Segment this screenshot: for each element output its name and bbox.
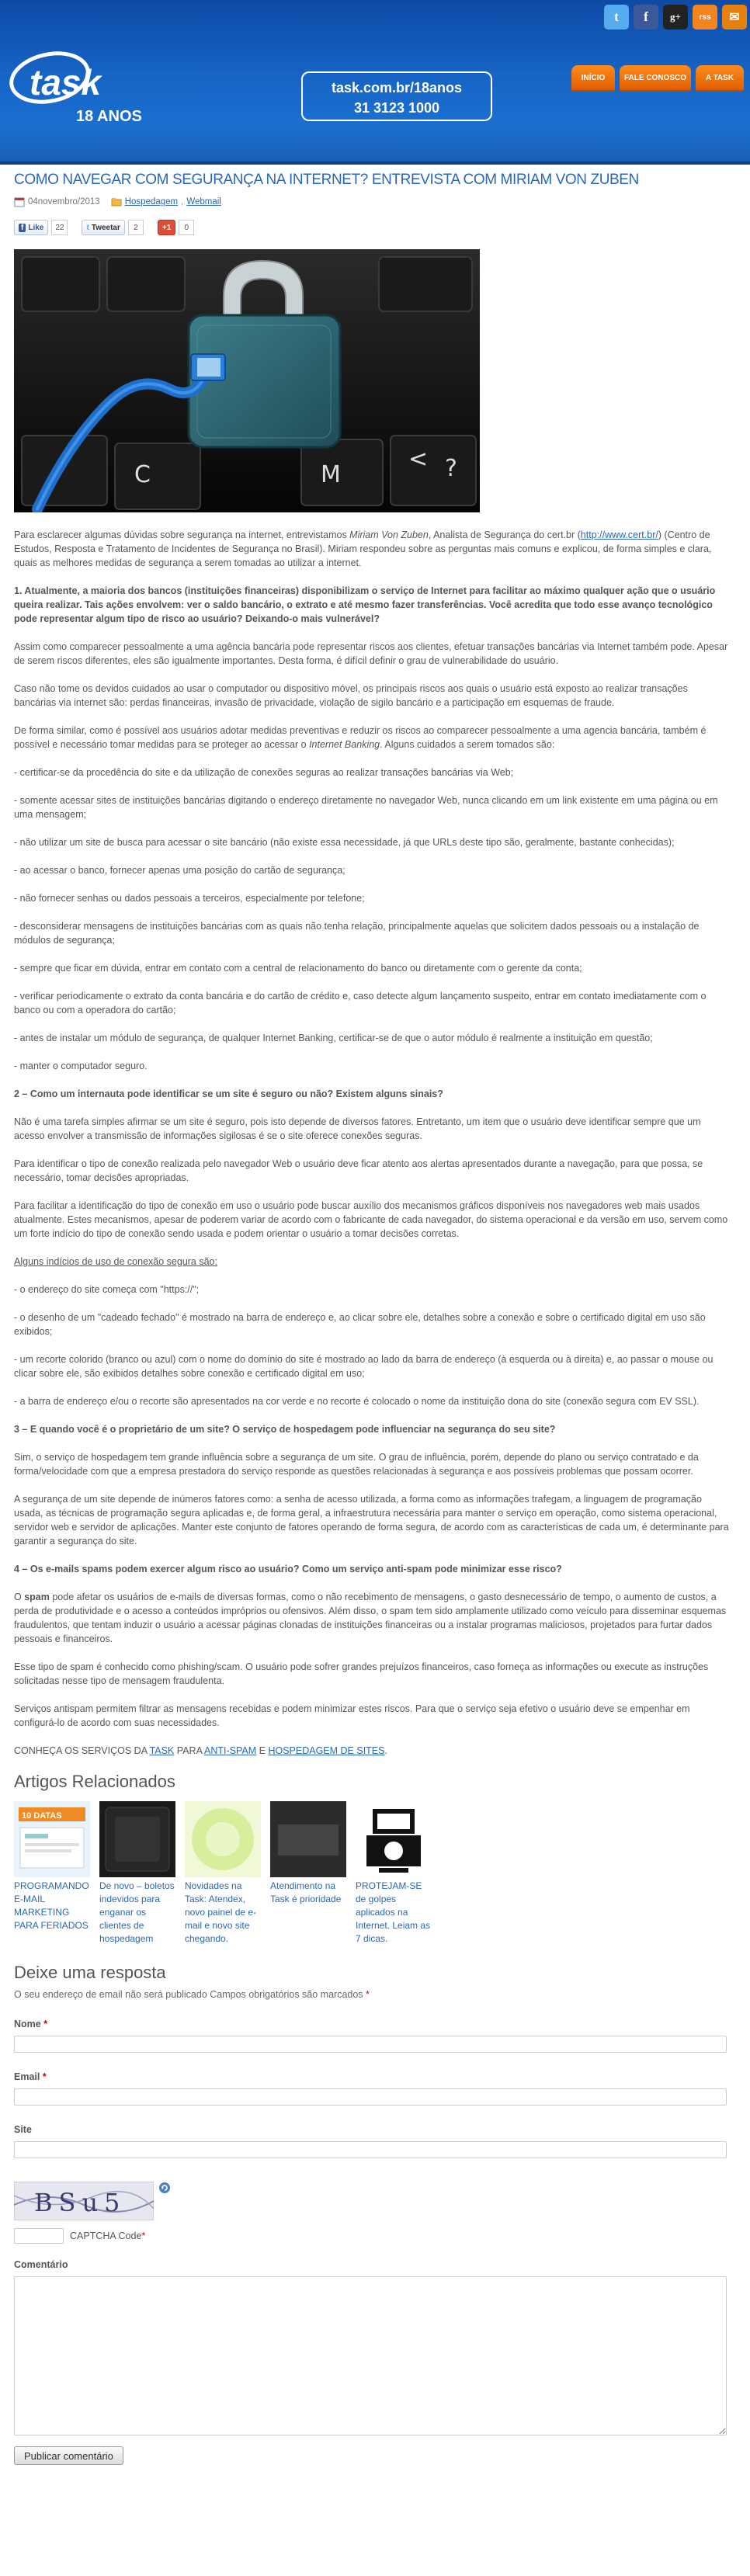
name-field[interactable] [14,2036,727,2053]
name-label: Nome * [14,2019,48,2029]
google-plus-one-button[interactable]: +1 [158,220,175,235]
contact-box[interactable] [301,71,492,121]
nav-fale-conosco[interactable]: FALE CONOSCO [620,65,691,90]
answer-paragraph: De forma similar, como é possível aos usuários adotar medidas preventivas e reduzir os riscos ao comparecer pessoalmente a uma agencia bancária, também é possível e necessário tomar medidas para se proteger ao acessar o Internet Banking. Alguns cuidados a serem tomados são: [14,725,707,750]
calendar-icon [14,196,25,207]
captcha-input[interactable] [14,2228,64,2244]
related-item[interactable] [185,1801,261,1946]
nav-a-task[interactable]: A TASK [696,65,744,90]
related-link[interactable]: Atendimento na Task é prioridade [270,1880,342,1904]
tweet-count: 2 [128,220,144,235]
answer-paragraph: Sim, o serviço de hospedagem tem grande influência sobre a segurança de um site. O grau de influência, porém, depende do plano ou serviço contratado e da forma/velocidade com que a empresa prestadora do serviço responde as questões relacionadas à segurança e aos possíveis problemas que possam ocorrer. [14,1452,699,1477]
post-title[interactable]: COMO NAVEGAR COM SEGURANÇA NA INTERNET? ENTREVISTA COM MIRIAM VON ZUBEN [14,172,639,188]
twitter-icon[interactable]: t [604,5,629,30]
plus-one-count: 0 [179,220,194,235]
comment-form [14,1963,730,2465]
captcha-image [14,2182,154,2220]
padlock-keyboard-photo [14,249,480,512]
svg-text:<: < [408,446,429,473]
question-4: 4 – Os e-mails spams podem exercer algum risco ao usuário? Como um serviço anti-spam pode minimizar esse risco? [14,1564,562,1574]
site-header [0,0,750,165]
folder-icon [111,196,122,207]
answer-paragraph: A segurança de um site depende de inúmeros fatores como: a senha de acesso utilizada, a forma como as informações trafegam, a linguagem de programação usada, as técnicas de programação segura aplicadas e, de forma geral, a infraestrutura necessária para manter o serviço em operação, como sistema operacional, servidor web e servidor de aplicações. Manter este conjunto de fatores operando de forma segura, de acordo com as características de cada um, é determinante para garantir a segurança do site. [14,1494,729,1547]
question-3: 3 – E quando você é o proprietário de um site? O serviço de hospedagem pode influenciar na segurança do seu site? [14,1424,556,1435]
care-item: - sempre que ficar em dúvida, entrar em contato com a central de relacionamento do banco ou diretamente com o gerente da conta; [14,963,582,974]
logo-wordmark: task [30,62,102,102]
site-field[interactable] [14,2141,727,2158]
post-body [14,528,730,1758]
related-thumbnail[interactable] [14,1801,90,1877]
email-icon[interactable]: ✉ [722,5,747,30]
intro-paragraph: Para esclarecer algumas dúvidas sobre segurança na internet, entrevistamos Miriam Von Zuben, Analista de Segurança do cert.br (http://www.cert.br/) (Centro de Estudos, Resposta e Tratamento de Incidentes de Segurança no Brasil). Miriam respondeu sobre as perguntas mais comuns e explicou, de forma simples e clara, quais as melhores medidas de segurança a serem tomadas ao utilizar a internet. [14,529,712,568]
related-link[interactable]: PROTEJAM-SE de golpes aplicados na Internet. Leiam as 7 dicas. [356,1880,431,1944]
submit-comment-button[interactable]: Publicar comentário [14,2446,123,2465]
answer-paragraph: Para facilitar a identificação do tipo de conexão em uso o usuário pode buscar auxílio dos mecanismos gráficos disponíveis nos navegadores web mais usados atualmente. Estes mecanismos, apesar de poderem variar de acordo com o fabricante de cada navegador, do sistema operacional e da versão em uso, servem como um forte indício do tipo de conexão sendo usada e podem orientar o usuário a tomar decisões corretas. [14,1200,728,1239]
care-item: - não fornecer senhas ou dados pessoais a terceiros, especialmente por telefone; [14,893,365,904]
related-thumbnail[interactable] [356,1801,432,1877]
facebook-like-count: 22 [51,220,68,235]
site-label: Site [14,2124,32,2135]
email-field[interactable] [14,2088,727,2106]
related-thumbnail[interactable] [185,1801,261,1877]
answer-paragraph: Caso não tome os devidos cuidados ao usar o computador ou dispositivo móvel, os principais riscos aos quais o usuário está exposto ao realizar transações bancárias via internet são: perdas financeiras, invasão de privacidade, violação de sigilo bancário e a participação em esquemas de fraude. [14,683,688,708]
email-label: Email * [14,2071,47,2082]
contact-site: task.com.br/18anos [331,80,463,95]
related-item[interactable] [99,1801,175,1946]
services-cta: CONHEÇA OS SERVIÇOS DA TASK PARA ANTI-SPAM E HOSPEDAGEM DE SITES. [14,1745,387,1756]
care-item: - verificar periodicamente o extrato da conta bancária e do cartão de crédito e, caso detecte algum lançamento suspeito, entrar em contato imediatamente com o banco ou com a operadora do cartão; [14,991,707,1015]
answer-paragraph: Para identificar o tipo de conexão realizada pelo navegador Web o usuário deve ficar atento aos alertas apresentados durante a navegação, para que possa, se necessário, tomar decisões apropriadas. [14,1158,703,1183]
svg-text:?: ? [445,455,457,482]
task-logo[interactable] [5,47,185,137]
sign-item: - a barra de endereço e/ou o recorte são apresentados na cor verde e no recorte é colocado o nome da instituição dona do site (conexão segura com EV SSL). [14,1396,700,1407]
facebook-icon[interactable]: f [634,5,658,30]
task-link[interactable]: TASK [149,1745,175,1756]
rss-icon[interactable]: rss [693,5,717,30]
post-meta: 04novembro/2013 Hospedagem , Webmail [14,196,730,207]
related-item[interactable] [14,1801,90,1946]
tweet-button[interactable]: t Tweetar [82,220,124,235]
comment-label: Comentário [14,2259,68,2270]
question-2: 2 – Como um internauta pode identificar se um site é seguro ou não? Existem alguns sinais? [14,1088,443,1099]
related-thumbnail[interactable] [99,1801,175,1877]
care-item: - desconsiderar mensagens de instituições bancárias com as quais não tenha relação, principalmente aquelas que solicitem dados pessoais ou a instalação de módulos de segurança; [14,921,700,946]
related-link[interactable]: PROGRAMANDO E-MAIL MARKETING PARA FERIADOS [14,1880,89,1931]
comment-form-title: Deixe uma resposta [14,1963,166,1982]
related-link[interactable]: De novo – boletos indevidos para enganar os clientes de hospedagem [99,1880,175,1944]
facebook-like-button[interactable]: f Like [14,220,48,235]
related-thumbnail[interactable] [270,1801,346,1877]
sign-item: - o endereço do site começa com "https://"; [14,1284,200,1295]
contact-phone: 31 3123 1000 [353,100,440,116]
care-item: - não utilizar um site de busca para acessar o site bancário (não existe essa necessidade, já que URLs deste tipo são, geralmente, bastante conhecidas); [14,837,675,848]
answer-paragraph: O spam pode afetar os usuários de e-mails de diversas formas, como o não recebimento de mensagens, o gasto desnecessário de tempo, o aumento de custos, a perda de produtividade e o acesso a conteúdos impróprios ou ofensivos. Além disso, o spam tem sido amplamente utilizado como veículo para disseminar esquemas fraudulentos, que tentam induzir o usuário a acessar páginas clonadas de instituições financeiras ou a instalar programas maliciosos, projetados para furtar dados pessoais e financeiros. [14,1592,727,1644]
refresh-icon[interactable] [158,2182,171,2194]
answer-paragraph: Assim como comparecer pessoalmente a uma agência bancária pode representar riscos aos clientes, efetuar transações bancárias via Internet também pode. Apesar de serem riscos diferentes, eles são igualmente importantes. Desta forma, é difícil definir o grau de vulnerabilidade do usuário. [14,641,728,666]
captcha-input-row [14,2228,730,2244]
related-articles [14,1801,730,1946]
post-date: 04novembro/2013 [28,197,100,207]
care-item: - antes de instalar um módulo de segurança, de qualquer Internet Banking, certificar-se de que o autor módulo é realmente a instituição em questão; [14,1033,653,1043]
captcha-label: CAPTCHA Code* [70,2231,146,2241]
svg-text:M: M [321,461,341,488]
category-hospedagem[interactable]: Hospedagem [124,197,179,207]
captcha-text: BSu5 [34,2188,127,2217]
cert-br-link[interactable]: http://www.cert.br/ [580,529,658,540]
anti-spam-link[interactable]: ANTI-SPAM [204,1745,257,1756]
related-item[interactable] [270,1801,346,1946]
related-title: Artigos Relacionados [14,1772,175,1791]
question-1: 1. Atualmente, a maioria dos bancos (instituições financeiras) disponibilizam o serviço de Internet para facilitar ao máximo qualquer ação que o usuário queira realizar. Tais ações envolvem: ver o saldo bancário, o extrato e até mesmo fazer transferências. Você acredita que todo esse avanço tecnológico pode representar algum tipo de risco ao usuário? Deixando-o mais vulnerável? [14,585,716,624]
answer-paragraph: Não é uma tarefa simples afirmar se um site é seguro, pois isto depende de diversos fatores. Entretanto, um item que o usuário deve identificar sempre que um acesso envolver a transmissão de informações sigilosas é se o site oferece conexões seguras. [14,1116,701,1141]
answer-paragraph: Esse tipo de spam é conhecido como phishing/scam. O usuário pode sofrer grandes prejuízos financeiros, caso forneça as informações ou execute as instruções solicitadas nesse tipo de mensagem fraudulenta. [14,1661,709,1686]
care-item: - certificar-se da procedência do site e da utilização de conexões seguras ao realizar transações bancárias via Web; [14,767,514,778]
sign-item: - um recorte colorido (branco ou azul) com o nome do domínio do site é mostrado ao lado da barra de endereço (à esquerda ou à direita) e, ao passar o mouse ou clicar sobre ele, são exibidos detalhes sobre conexão e certificado digital em uso; [14,1354,714,1379]
related-item[interactable] [356,1801,432,1946]
main-content [14,171,730,2465]
care-item: - manter o computador seguro. [14,1061,148,1071]
care-item: - somente acessar sites de instituições bancárias digitando o endereço diretamente no navegador Web, nunca clicando em um link existente em uma página ou em uma mensagem; [14,795,718,820]
logo-subtitle: 18 ANOS [76,108,142,125]
captcha-row [14,2182,730,2220]
care-item: - ao acessar o banco, fornecer apenas uma posição do cartão de segurança; [14,865,345,876]
svg-text:10 DATAS: 10 DATAS [22,1811,62,1821]
related-link[interactable]: Novidades na Task: Atendex, novo painel de e-mail e novo site chegando. [185,1880,257,1944]
sign-item: - o desenho de um "cadeado fechado" é mostrado na barra de endereço e, ao clicar sobre ele, detalhes sobre a conexão e sobre o certificado digital em uso são exibidos; [14,1312,706,1337]
nav-inicio[interactable]: INÍCIO [571,65,615,90]
hosting-link[interactable]: HOSPEDAGEM DE SITES [268,1745,385,1756]
comment-textarea[interactable] [14,2276,727,2435]
svg-text:C: C [134,461,151,488]
answer-paragraph: Serviços antispam permitem filtrar as mensagens recebidas e podem minimizar estes riscos. Para que o serviço seja efetivo o usuário deve se empenhar em configurá-lo de acordo com suas necessidades. [14,1703,690,1728]
google-plus-icon[interactable]: g+ [663,5,688,30]
comment-form-note: O seu endereço de email não será publicado Campos obrigatórios são marcados * [14,1989,370,2000]
signs-heading: Alguns indícios de uso de conexão segura são: [14,1256,217,1267]
share-bar [14,220,730,235]
category-webmail[interactable]: Webmail [186,197,221,207]
